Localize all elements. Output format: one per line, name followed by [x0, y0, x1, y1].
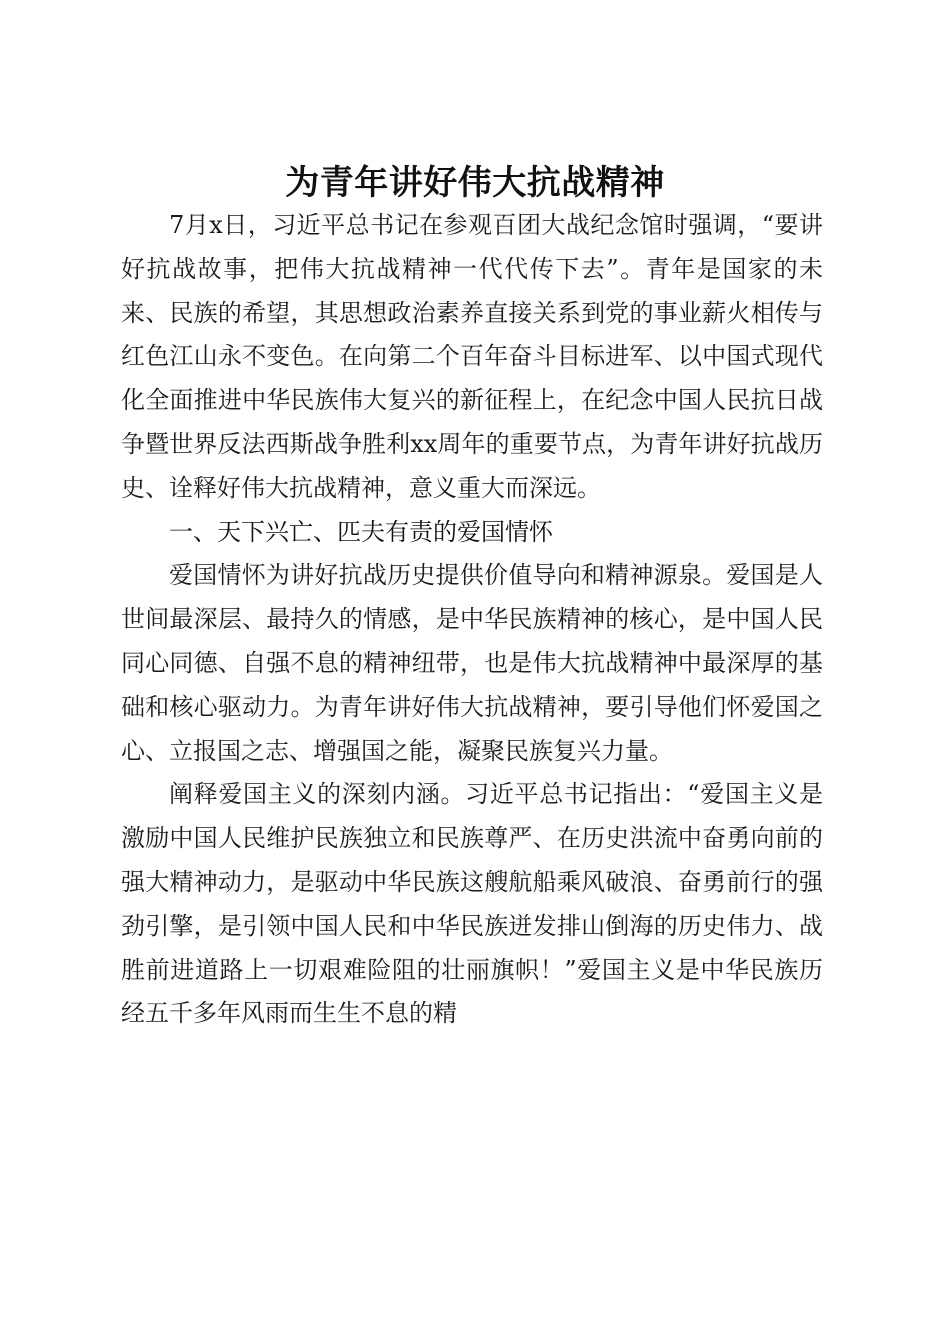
- section-heading-1: 一、天下兴亡、匹夫有责的爱国情怀: [169, 517, 553, 546]
- section1-paragraph-2: 阐释爱国主义的深刻内涵。习近平总书记指出：“爱国主义是激励中国人民维护民族独立和民族尊严、在历史洪流中奋勇向前的强大精神动力，是驱动中华民族这艘航船乘风破浪、奋勇前行的强劲引擎，是引领中国人民和中华民族迸发排山倒海的历史伟力、战胜前进道路上一切艰难险阻的壮丽旗帜！”爱国主义是中华民族历经五千多年风雨而生生不息的精: [121, 780, 823, 1028]
- document-body: [121, 204, 823, 1036]
- intro-paragraph: 7月x日，习近平总书记在参观百团大战纪念馆时强调，“要讲好抗战故事，把伟大抗战精神一代代传下去”。青年是国家的未来、民族的希望，其思想政治素养直接关系到党的事业薪火相传与红色江山永不变色。在向第二个百年奋斗目标进军、以中国式现代化全面推进中华民族伟大复兴的新征程上，在纪念中国人民抗日战争暨世界反法西斯战争胜利xx周年的重要节点，为青年讲好抗战历史、诠释好伟大抗战精神，意义重大而深远。: [121, 211, 823, 502]
- document-title: 为青年讲好伟大抗战精神: [285, 162, 665, 203]
- section1-paragraph-1: 爱国情怀为讲好抗战历史提供价值导向和精神源泉。爱国是人世间最深层、最持久的情感，是中华民族精神的核心，是中国人民同心同德、自强不息的精神纽带，也是伟大抗战精神中最深厚的基础和核心驱动力。为青年讲好伟大抗战精神，要引导他们怀爱国之心、立报国之志、增强国之能，凝聚民族复兴力量。: [121, 561, 823, 765]
